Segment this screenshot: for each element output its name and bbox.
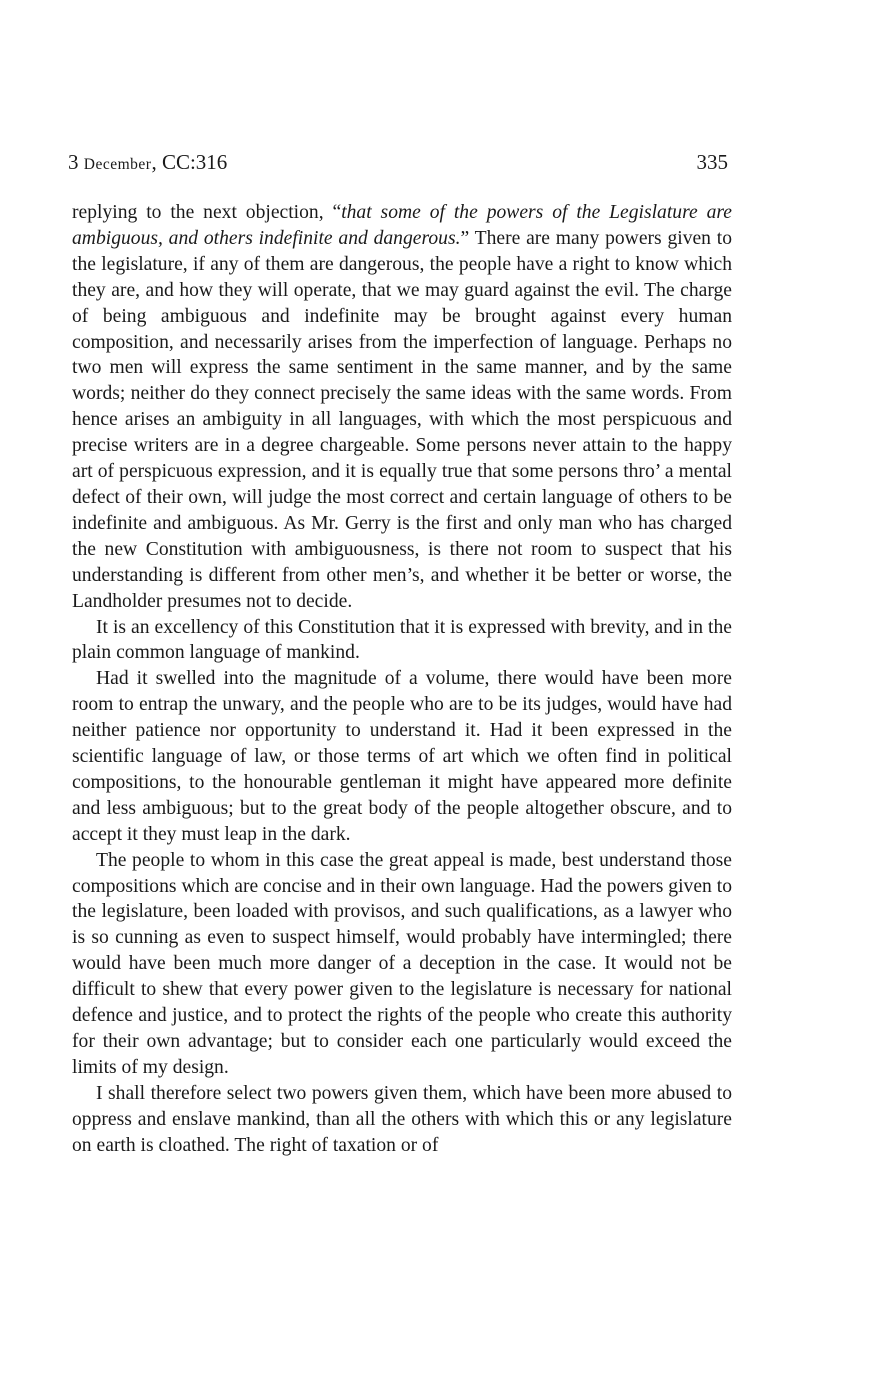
- paragraph-5: I shall therefore select two powers given them, which have been more abused to oppress and enslave mankind, than all the others with which this or any legislature on earth is cloathed. The right of taxation or of: [72, 1082, 732, 1156]
- running-head-date-ref: [68, 150, 227, 175]
- running-head: [68, 150, 728, 180]
- date-month: December: [83, 156, 152, 173]
- paragraph-1: [72, 200, 732, 615]
- paragraph-2: It is an excellency of this Constitution that it is expressed with brevity, and in the plain common language of mankind.: [72, 616, 732, 664]
- document-ref: , CC:316: [151, 150, 228, 174]
- paragraph-1-after: ” There are many powers given to the legislature, if any of them are dangerous, the people have a right to know which they are, and how they will operate, that we may guard against the evil. The charge of being ambiguous and indefinite may be brought against every human composition, and necessarily arises from the imperfection of language. Perhaps no two men will express the same sentiment in the same manner, and by the same words; neither do they connect precisely the same ideas with the same words. From hence arises an ambiguity in all languages, with which the most perspicuous and precise writers are in a degree chargeable. Some persons never attain to the happy art of perspicuous expression, and it is equally true that some persons thro’ a mental defect of their own, will judge the most correct and certain language of others to be indefinite and ambiguous. As Mr. Gerry is the first and only man who has charged the new Constitution with ambiguousness, is there not room to suspect that his understanding is different from other men’s, and whether it be better or worse, the Landholder presumes not to decide.: [72, 227, 733, 612]
- body-text: [72, 200, 732, 1159]
- paragraph-3: Had it swelled into the magnitude of a volume, there would have been more room to entrap the unwary, and the people who are to be its judges, would have had neither patience nor opportunity to understand it. Had it been expressed in the scientific language of law, or those terms of art which we often find in political compositions, to the honourable gentleman it might have appeared more definite and less ambiguous; but to the great body of the people altogether obscure, and to accept it they must leap in the dark.: [72, 668, 732, 845]
- paragraph-1-before: replying to the next objection, “: [72, 202, 342, 223]
- paragraph-4: The people to whom in this case the great appeal is made, best understand those compositions which are concise and in their own language. Had the powers given to the legislature, been loaded with provisos, and such qualifications, as a lawyer who is so cunning as even to suspect himself, would probably have intermingled; there would have been much more danger of a deception in the case. It would not be difficult to shew that every power given to the legislature is necessary for national defence and justice, and to protect the rights of the people who create this authority for their own advantage; but to consider each one particularly would exceed the limits of my design.: [72, 849, 732, 1078]
- page-number: 335: [696, 150, 728, 174]
- date-day: 3: [68, 150, 84, 174]
- quoted-objection: that some of the powers of the Legislature are ambiguous, and others indefinite and dangerous.: [72, 202, 732, 249]
